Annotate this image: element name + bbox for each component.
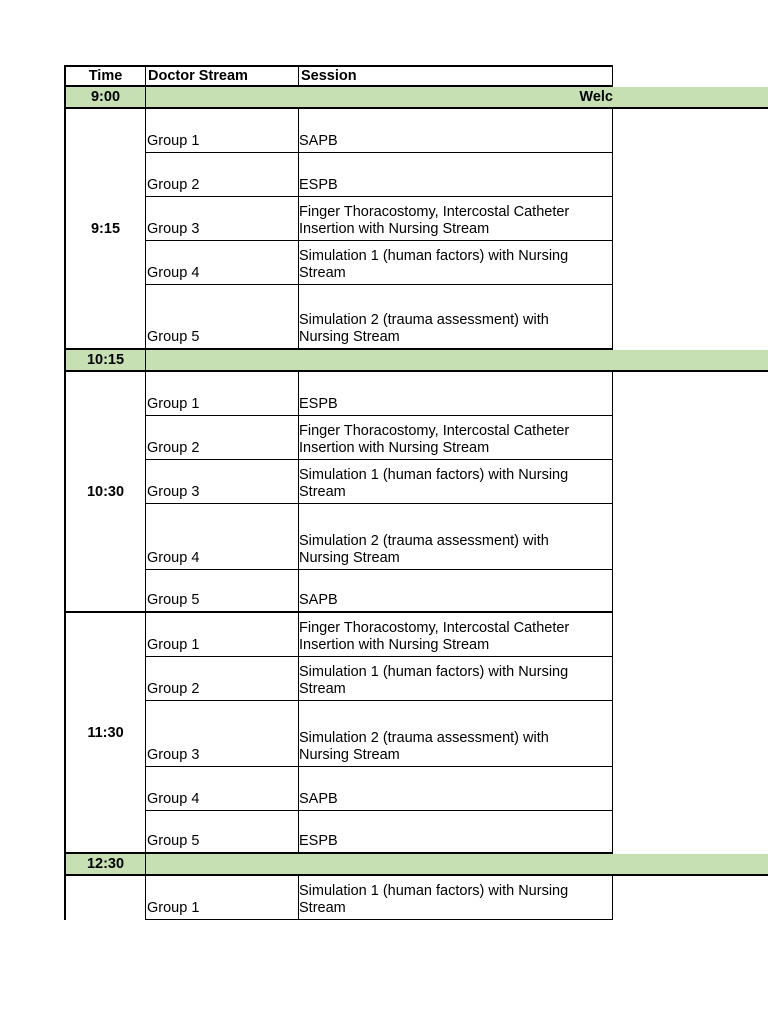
time-band-1230 bbox=[64, 854, 768, 876]
group-cell: Group 1 bbox=[147, 900, 200, 916]
group-cell: Group 5 bbox=[147, 592, 200, 608]
session-block-915 bbox=[64, 109, 613, 350]
group-cell: Group 4 bbox=[147, 550, 200, 566]
session-cell: Simulation 1 (human factors) with Nursing Stream bbox=[299, 664, 569, 697]
session-cell: Simulation 1 (human factors) with Nursing Stream bbox=[299, 248, 569, 281]
group-cell: Group 5 bbox=[147, 329, 200, 345]
session-header: Session bbox=[298, 67, 613, 85]
group-cell: Group 2 bbox=[147, 681, 200, 697]
time-band-900 bbox=[64, 87, 768, 109]
table-row bbox=[146, 197, 613, 241]
group-cell: Group 4 bbox=[147, 791, 200, 807]
session-cell: SAPB bbox=[299, 791, 338, 807]
session-cell: SAPB bbox=[299, 133, 338, 149]
schedule-table bbox=[64, 65, 768, 920]
group-cell: Group 3 bbox=[147, 747, 200, 763]
session-cell: Finger Thoracostomy, Intercostal Catheter Insertion with Nursing Stream bbox=[299, 620, 570, 653]
block-time bbox=[64, 876, 146, 920]
table-row bbox=[146, 504, 613, 570]
table-header bbox=[64, 65, 613, 87]
table-row bbox=[146, 657, 613, 701]
table-row bbox=[146, 701, 613, 767]
band-time: 12:30 bbox=[64, 854, 146, 874]
table-row bbox=[146, 570, 613, 611]
group-cell: Group 3 bbox=[147, 221, 200, 237]
session-cell: Finger Thoracostomy, Intercostal Catheter Insertion with Nursing Stream bbox=[299, 204, 570, 237]
group-cell: Group 2 bbox=[147, 440, 200, 456]
welcome-label: Welc bbox=[579, 89, 613, 105]
session-cell: ESPB bbox=[299, 177, 338, 193]
table-row bbox=[146, 460, 613, 504]
table-row bbox=[146, 876, 613, 920]
session-cell: SAPB bbox=[299, 592, 338, 608]
band-time: 10:15 bbox=[64, 350, 146, 370]
time-header: Time bbox=[64, 67, 146, 85]
table-row bbox=[146, 153, 613, 197]
table-row bbox=[146, 109, 613, 153]
group-cell: Group 1 bbox=[147, 396, 200, 412]
group-cell: Group 3 bbox=[147, 484, 200, 500]
table-row bbox=[146, 811, 613, 852]
session-cell: ESPB bbox=[299, 396, 338, 412]
doctor-stream-header: Doctor Stream bbox=[148, 68, 248, 84]
group-cell: Group 1 bbox=[147, 637, 200, 653]
session-cell: Simulation 2 (trauma assessment) with Nursing Stream bbox=[299, 730, 549, 763]
session-block-1130 bbox=[64, 613, 613, 854]
session-cell: ESPB bbox=[299, 833, 338, 849]
table-row bbox=[146, 613, 613, 657]
group-cell: Group 1 bbox=[147, 133, 200, 149]
table-row bbox=[146, 372, 613, 416]
group-cell: Group 5 bbox=[147, 833, 200, 849]
session-block-1245 bbox=[64, 876, 613, 920]
session-block-1030 bbox=[64, 372, 613, 613]
block-time: 9:15 bbox=[64, 109, 146, 348]
group-cell: Group 2 bbox=[147, 177, 200, 193]
table-row bbox=[146, 241, 613, 285]
session-cell: Finger Thoracostomy, Intercostal Catheter Insertion with Nursing Stream bbox=[299, 423, 570, 456]
session-cell: Simulation 1 (human factors) with Nursing Stream bbox=[299, 883, 569, 916]
session-cell: Simulation 2 (trauma assessment) with Nursing Stream bbox=[299, 533, 549, 566]
table-row bbox=[146, 416, 613, 460]
session-cell: Simulation 2 (trauma assessment) with Nursing Stream bbox=[299, 312, 549, 345]
group-cell: Group 4 bbox=[147, 265, 200, 281]
band-time: 9:00 bbox=[64, 87, 146, 107]
table-row bbox=[146, 285, 613, 348]
block-time: 11:30 bbox=[64, 613, 146, 852]
session-cell: Simulation 1 (human factors) with Nursing Stream bbox=[299, 467, 569, 500]
block-time: 10:30 bbox=[64, 372, 146, 611]
table-row bbox=[146, 767, 613, 811]
time-band-1015 bbox=[64, 350, 768, 372]
